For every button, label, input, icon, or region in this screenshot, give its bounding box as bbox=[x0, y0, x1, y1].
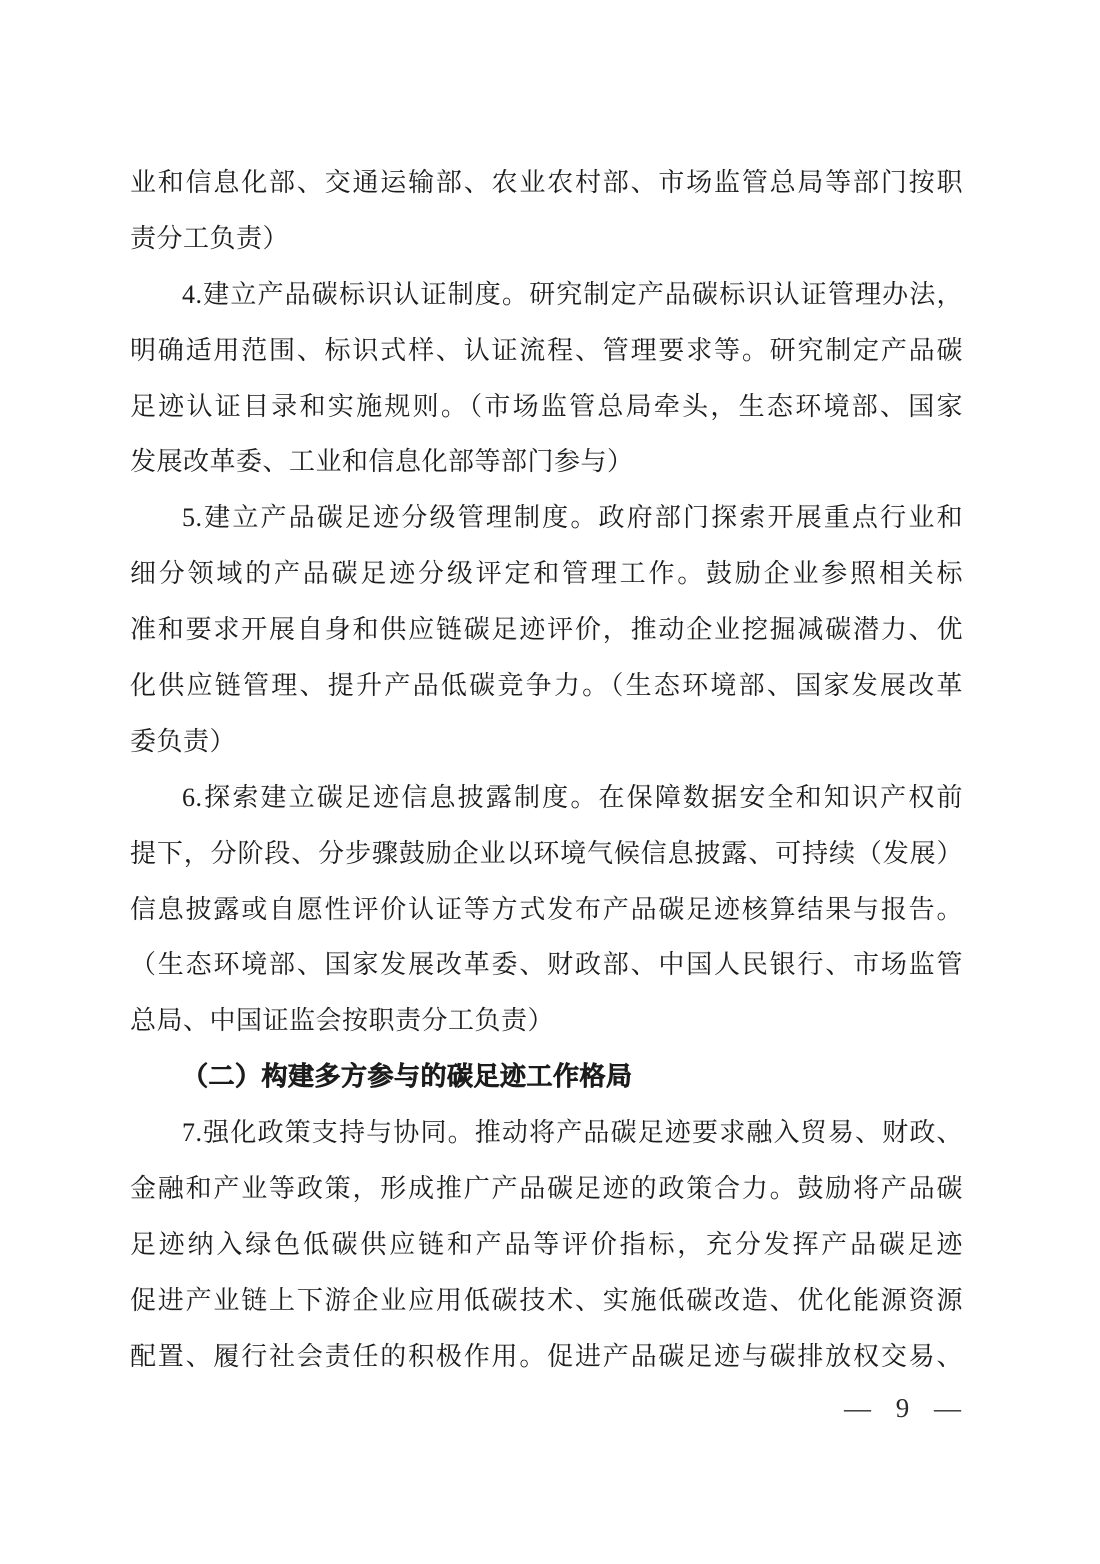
section-heading: （二）构建多方参与的碳足迹工作格局 bbox=[182, 1062, 633, 1092]
text-line: 6.探索建立碳足迹信息披露制度。在保障数据安全和知识产权前 bbox=[182, 782, 963, 812]
text-line: 信息披露或自愿性评价认证等方式发布产品碳足迹核算结果与报告。 bbox=[130, 894, 963, 924]
page-number: — 9 — bbox=[844, 1393, 962, 1423]
text-line: 5.建立产品碳足迹分级管理制度。政府部门探索开展重点行业和 bbox=[182, 503, 963, 533]
text-line: （生态环境部、国家发展改革委、财政部、中国人民银行、市场监管 bbox=[130, 950, 963, 980]
document-body bbox=[130, 155, 963, 1385]
text-line: 责分工负责） bbox=[130, 223, 290, 253]
text-line: 发展改革委、工业和信息化部等部门参与） bbox=[130, 447, 634, 477]
text-line: 准和要求开展自身和供应链碳足迹评价，推动企业挖掘减碳潜力、优 bbox=[130, 615, 963, 645]
text-line: 配置、履行社会责任的积极作用。促进产品碳足迹与碳排放权交易、 bbox=[130, 1341, 963, 1371]
text-line: 7.强化政策支持与协同。推动将产品碳足迹要求融入贸易、财政、 bbox=[182, 1118, 963, 1148]
text-line: 足迹认证目录和实施规则。（市场监管总局牵头，生态环境部、国家 bbox=[130, 391, 963, 421]
text-line: 总局、中国证监会按职责分工负责） bbox=[130, 1006, 555, 1036]
text-line: 委负责） bbox=[130, 726, 237, 756]
text-line: 细分领域的产品碳足迹分级评定和管理工作。鼓励企业参照相关标 bbox=[130, 559, 963, 589]
text-line: 足迹纳入绿色低碳供应链和产品等评价指标，充分发挥产品碳足迹 bbox=[130, 1229, 963, 1259]
text-line: 促进产业链上下游企业应用低碳技术、实施低碳改造、优化能源资源 bbox=[130, 1285, 963, 1315]
text-line: 明确适用范围、标识式样、认证流程、管理要求等。研究制定产品碳 bbox=[130, 335, 963, 365]
text-line: 化供应链管理、提升产品低碳竞争力。（生态环境部、国家发展改革 bbox=[130, 671, 963, 701]
text-line: 金融和产业等政策，形成推广产品碳足迹的政策合力。鼓励将产品碳 bbox=[130, 1174, 963, 1204]
text-line: 业和信息化部、交通运输部、农业农村部、市场监管总局等部门按职 bbox=[130, 168, 963, 197]
text-line: 4.建立产品碳标识认证制度。研究制定产品碳标识认证管理办法， bbox=[182, 279, 963, 309]
text-line: 提下，分阶段、分步骤鼓励企业以环境气候信息披露、可持续（发展） bbox=[130, 838, 963, 868]
